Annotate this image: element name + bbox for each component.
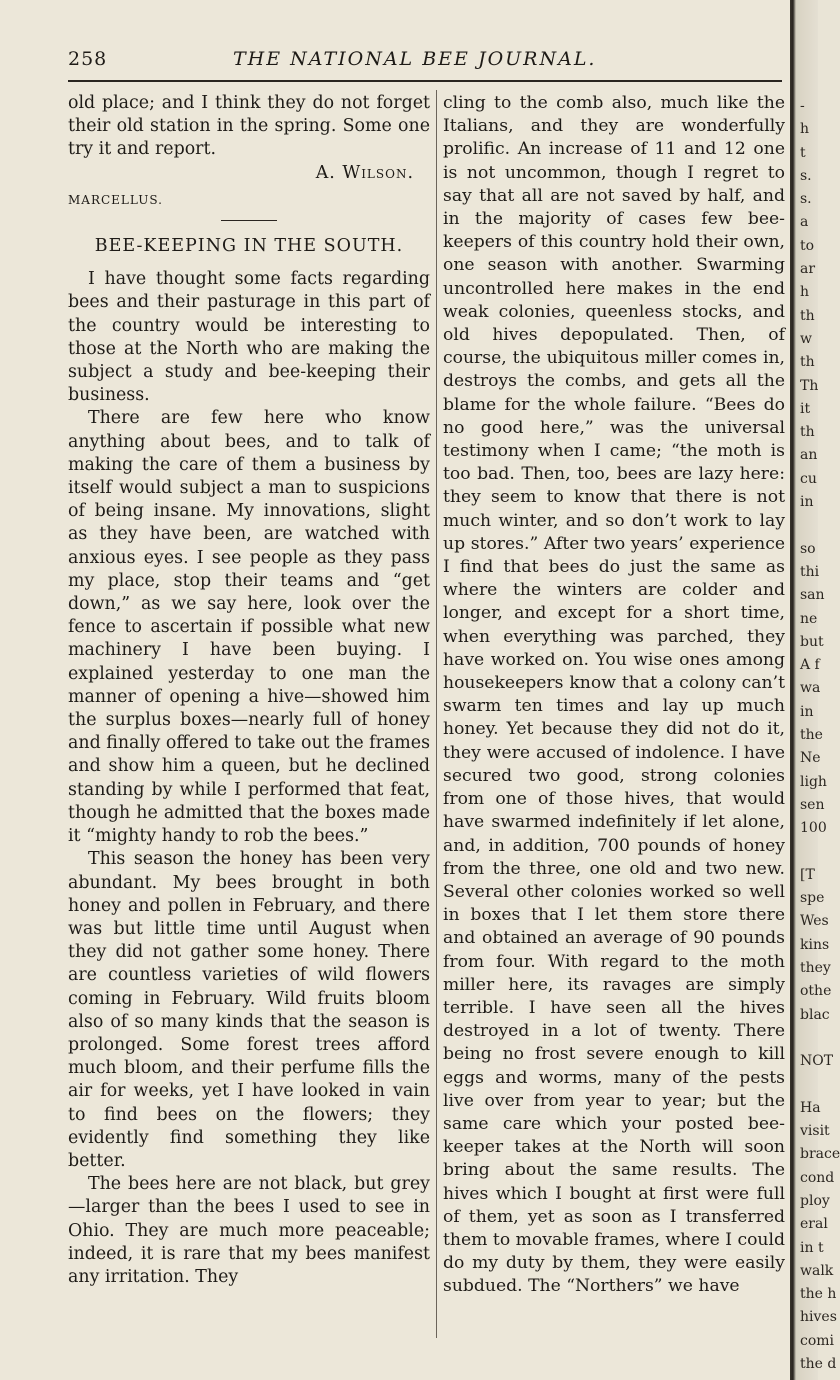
bleed-fragment: cond	[800, 1169, 835, 1186]
paragraph: The bees here are not black, but grey—larger than the bees I used to see in Ohio. They are much more peaceable; indeed, it is rare that my bees manifest any irritation. They	[68, 1174, 430, 1287]
bleed-fragment: Ha	[800, 1099, 821, 1116]
bleed-fragment: san	[800, 587, 825, 604]
author-location: MARCELLUS.	[68, 192, 163, 207]
page-number: 258	[68, 48, 108, 70]
bleed-fragment: a	[800, 214, 809, 231]
bleed-fragment: h	[800, 121, 810, 138]
bleed-fragment: othe	[800, 983, 832, 1000]
bleed-fragment: the d	[800, 1356, 837, 1373]
bleed-fragment: Ne	[800, 750, 821, 767]
bleed-fragment: ar	[800, 261, 816, 278]
paragraph: cling to the comb also, much like the Italians, and they are wonderfully prolific. An increase of 11 and 12 one is not uncommon, though I regret to say that all are not saved by half, and in the majority of cases few bee-keepers of this country hold their own, one season with another. Swarming uncontrolled here makes in the end weak colonies, queenless stocks, and old hives depopulated. Then, of course, the ubiquitous miller comes in, destroys the combs, and gets all the blame for the whole failure. “Bees do no good here,” was the universal testimony when I came; “the moth is too bad. Then, too, bees are lazy here: they seem to know that there is not much winter, and so don’t work to lay up stores.” After two years’ experience I find that bees do just the same as where the winters are colder and longer, and except for a short time, when everything was parched, they have worked on. You wise ones among housekeepers know that a colony can’t swarm ten times and lay up much honey. Yet because they did not do it, they were accused of indolence. I have secured two good, strong colonies from one of those hives, that would have swarmed indefinitely if let alone, and, in addition, 700 pounds of honey from the three, one old and two new. Several other colonies worked so well in boxes that I let them store there and obtained an average of 90 pounds from four. With regard to the moth miller here, its ravages are simply terrible. I have seen all the hives destroyed in a lot of twenty. There being no frost severe enough to kill eggs and worms, many of the pests live over from year to year; but the same care which your posted bee-keeper takes at the North will soon bring about the same results. The hives which I bought at first were full of them, yet as soon as I transferred them to movable frames, where I could do my duty by them, they were easily subdued. The “Northers” we have	[443, 93, 786, 1297]
article-heading: BEE-KEEPING IN THE SOUTH.	[94, 236, 404, 257]
bleed-fragment: an	[800, 447, 818, 464]
continued-paragraph: old place; and I think they do not forget their old station in the spring. Some one try it and report.	[68, 93, 430, 160]
bleed-fragment: A f	[800, 657, 820, 674]
bleed-fragment: 100	[800, 820, 827, 837]
bleed-fragment: hives	[800, 1309, 837, 1326]
bleed-fragment: sen	[800, 796, 825, 813]
bleed-fragment: thi	[800, 563, 820, 580]
bleed-fragment: ploy	[800, 1192, 830, 1209]
bleed-fragment: kins	[800, 936, 830, 953]
bleed-fragment: Th	[800, 377, 819, 394]
bleed-fragment: they	[800, 959, 831, 976]
header-rule	[68, 80, 782, 82]
bleed-fragment: [T	[800, 866, 815, 883]
bleed-fragment: s.	[800, 191, 812, 208]
right-column	[443, 92, 785, 1299]
bleed-fragment	[800, 841, 818, 864]
bleed-fragment: NOT	[800, 1053, 834, 1070]
bleed-fragment	[800, 1027, 818, 1050]
column-divider	[436, 90, 437, 1338]
bleed-fragment: th	[800, 354, 815, 371]
paragraph: This season the honey has been very abundant. My bees brought in both honey and pollen in February, and there was but little time until August when they did not gather some honey. There are countless varieties of wild flowers coming in February. Wild fruits bloom also of so many kinds that the season is prolonged. Some forest trees afford much bloom, and their perfume fills the air for weeks, yet I have looked in vain to find bees on the flowers; they evidently find something they like better.	[68, 849, 430, 1171]
left-column	[68, 92, 430, 1289]
bleed-fragment: th	[800, 424, 815, 441]
author-signature: A. Wilson.	[315, 162, 414, 183]
journal-title: THE NATIONAL BEE JOURNAL.	[233, 48, 597, 70]
adjacent-page-fragments	[800, 95, 840, 1376]
bleed-fragment: in	[800, 703, 814, 720]
bleed-fragment: in t	[800, 1239, 824, 1256]
bleed-fragment: spe	[800, 890, 825, 907]
bleed-fragment: walk	[800, 1262, 834, 1279]
bleed-fragment: wa	[800, 680, 821, 697]
page-header	[68, 48, 788, 76]
bleed-fragment	[800, 1073, 818, 1096]
bleed-fragment: Wes	[800, 913, 829, 930]
bleed-fragment: ligh	[800, 773, 827, 790]
bleed-fragment: it	[800, 400, 811, 417]
bleed-fragment: s.	[800, 167, 812, 184]
paragraph: I have thought some facts regarding bees and their pasturage in this part of the country would be interesting to those at the North who are making the subject a study and bee-keeping their business.	[68, 269, 430, 406]
paragraph: There are few here who know anything about bees, and to talk of making the care of them a business by itself would subject a man to suspicions of being insane. My innovations, slight as they have been, are watched with anxious eyes. I see people as they pass my place, stop their teams and “get down,” as we say here, look over the fence to ascertain if possible what new machinery I have been buying. I explained yesterday to one man the manner of opening a hive—showed him the surplus boxes—nearly full of honey and finally offered to take out the frames and show him a queen, but he declined standing by while I performed that feat, though he admitted that the boxes made it “mighty handy to rob the bees.”	[68, 408, 430, 847]
bleed-fragment: t	[800, 144, 806, 161]
bleed-fragment: cu	[800, 470, 817, 487]
bleed-fragment: eral	[800, 1216, 828, 1233]
bleed-fragment: to	[800, 237, 815, 254]
bleed-fragment: brace	[800, 1146, 840, 1163]
bleed-fragment: in	[800, 494, 814, 511]
bleed-fragment: w	[800, 330, 812, 347]
bleed-fragment: but	[800, 633, 824, 650]
bleed-fragment: th	[800, 307, 815, 324]
bleed-fragment: comi	[800, 1332, 835, 1349]
bleed-fragment: blac	[800, 1006, 830, 1023]
bleed-fragment: h	[800, 284, 810, 301]
bleed-fragment: ne	[800, 610, 818, 627]
bleed-fragment: the h	[800, 1286, 837, 1303]
section-divider	[221, 220, 277, 221]
bleed-fragment	[800, 514, 818, 537]
bleed-fragment: the	[800, 727, 823, 744]
bleed-fragment: visit	[800, 1123, 830, 1140]
bleed-fragment: -	[800, 98, 805, 114]
bleed-fragment: so	[800, 540, 816, 557]
